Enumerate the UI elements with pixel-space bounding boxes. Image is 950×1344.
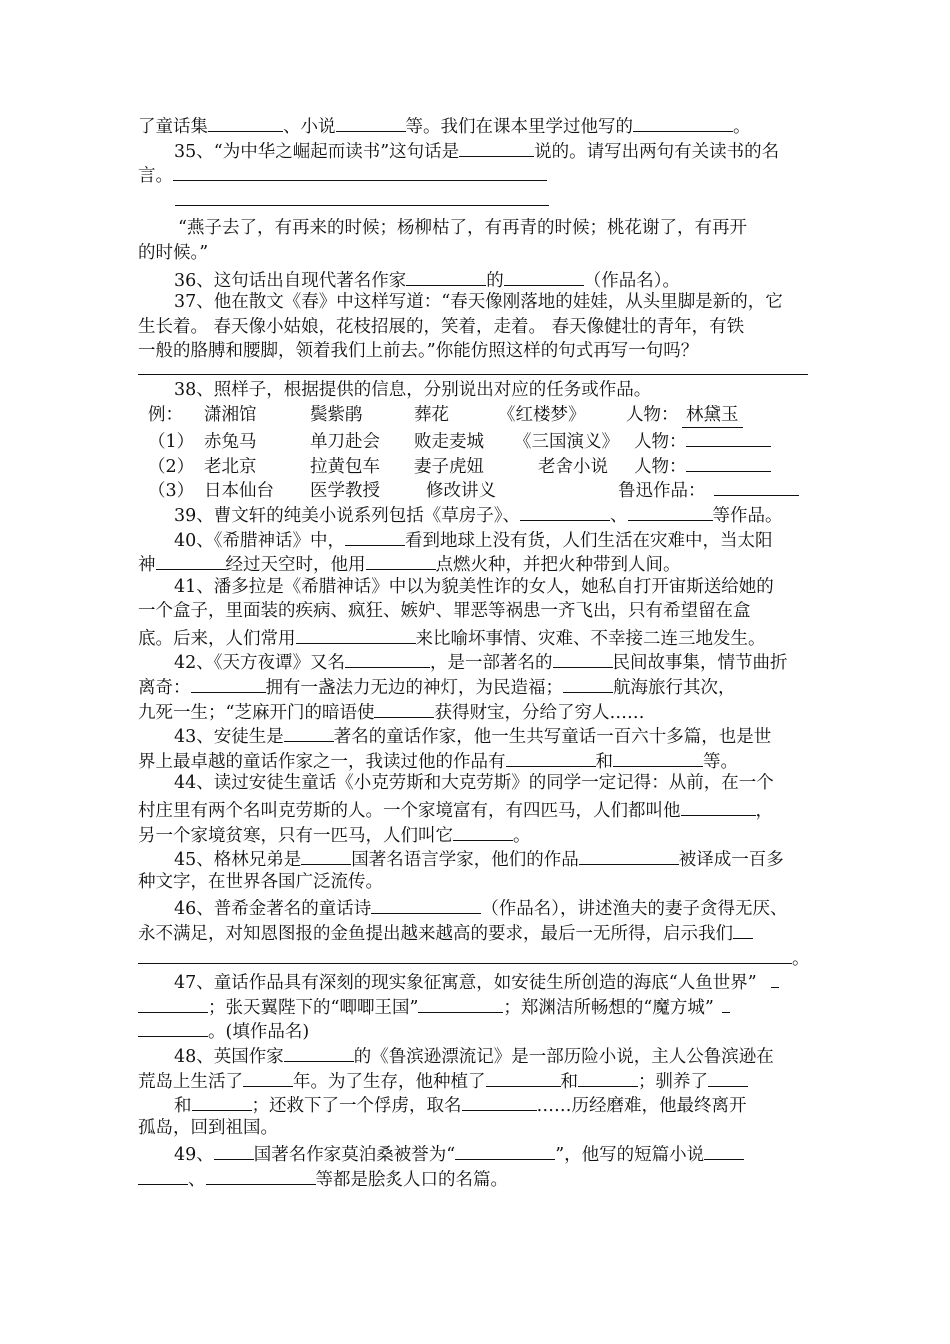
q37-line2 bbox=[138, 315, 820, 340]
question-text: 离奇： bbox=[138, 678, 191, 699]
question-text: ；张天翼陛下的“唧唧王国” bbox=[208, 997, 419, 1018]
field-label: 人物： bbox=[634, 456, 687, 477]
answer-blank[interactable] bbox=[345, 526, 405, 546]
q38-row-3 bbox=[138, 476, 820, 501]
q40-line1 bbox=[138, 526, 820, 551]
question-text: 35、“为中华之崛起而读书”这句话是 bbox=[174, 141, 460, 162]
answer-blank[interactable] bbox=[371, 894, 481, 914]
question-text: 、 bbox=[610, 505, 628, 526]
answer-blank[interactable] bbox=[613, 747, 703, 767]
question-text: 一般的胳膊和腰脚，领着我们上前去。”你能仿照这样的句式再写一句吗？ bbox=[138, 341, 699, 362]
answer-blank[interactable] bbox=[486, 1067, 561, 1087]
question-text: 。(填作品名) bbox=[208, 1022, 310, 1043]
row-label: （3） bbox=[148, 481, 195, 502]
question-text: 44、读过安徒生童话《小克劳斯和大克劳斯》的同学一定记得：从前，在一个 bbox=[174, 773, 774, 794]
answer-line[interactable] bbox=[138, 944, 792, 964]
question-text: 被译成一百多 bbox=[678, 850, 784, 871]
answer-blank[interactable] bbox=[708, 1067, 748, 1087]
q49-line1 bbox=[138, 1140, 820, 1165]
answer-blank[interactable] bbox=[686, 452, 771, 472]
answer-blank[interactable] bbox=[462, 1091, 537, 1111]
question-text: ， bbox=[755, 801, 773, 822]
question-text: 村庄里有两个名叫克劳斯的人。一个家境富有，有四匹马，人们都叫他 bbox=[138, 801, 681, 822]
answer-blank[interactable] bbox=[418, 993, 503, 1013]
answer-blank[interactable] bbox=[681, 796, 756, 816]
question-text: 看到地球上没有货，人们生活在灾难中，当太阳 bbox=[405, 530, 773, 551]
q44-line2 bbox=[138, 796, 820, 821]
worksheet-page bbox=[138, 112, 820, 1190]
question-text: 等都是脍炙人口的名篇。 bbox=[315, 1169, 508, 1190]
answer-blank[interactable] bbox=[284, 722, 334, 742]
field-label: 鲁迅作品： bbox=[618, 481, 706, 502]
answer-blank[interactable] bbox=[453, 821, 513, 841]
q49-line2 bbox=[138, 1165, 820, 1190]
question-text: ”，他写的短篇小说 bbox=[555, 1145, 705, 1166]
clue: 医学教授 bbox=[310, 481, 380, 502]
q35-line1 bbox=[138, 137, 820, 162]
answer-blank[interactable] bbox=[455, 1140, 555, 1160]
answer-blank[interactable] bbox=[156, 550, 226, 570]
question-text: 40、《希腊神话》中， bbox=[174, 530, 346, 551]
question-text: 的《鲁滨逊漂流记》是一部历险小说，主人公鲁滨逊在 bbox=[353, 1046, 774, 1067]
question-text: 国著名作家莫泊桑被誉为“ bbox=[253, 1145, 456, 1166]
clue: 《红楼梦》 bbox=[498, 404, 586, 425]
q38-row-example bbox=[138, 403, 820, 428]
question-text: 九死一生；“芝麻开门的暗语使 bbox=[138, 702, 375, 723]
q38-intro bbox=[138, 378, 820, 403]
question-text: 一个盒子，里面装的疾病、疯狂、嫉妒、罪恶等祸患一齐飞出，只有希望留在盒 bbox=[138, 601, 751, 622]
question-text: 生长着。 春天像小姑娘，花枝招展的，笑着，走着。 春天像健壮的青年，有铁 bbox=[138, 316, 745, 337]
question-text: 和 bbox=[595, 751, 613, 772]
question-text: （作品名）。 bbox=[583, 270, 681, 291]
question-text: ；驯养了 bbox=[638, 1071, 708, 1092]
answer-blank[interactable] bbox=[406, 266, 486, 286]
answer-line[interactable] bbox=[175, 186, 549, 206]
answer-blank[interactable] bbox=[553, 648, 613, 668]
clue: 《三国演义》 bbox=[514, 432, 619, 453]
question-text: 37、他在散文《春》中这样写道：“春天像刚落地的娃娃，从头里脚是新的，它 bbox=[174, 292, 783, 313]
example-answer: 林黛玉 bbox=[682, 403, 743, 429]
q34-tail-line bbox=[138, 112, 820, 137]
clue: 妻子虎妞 bbox=[414, 456, 484, 477]
question-text: ……历经磨难，他最终离开 bbox=[536, 1096, 747, 1117]
answer-blank[interactable] bbox=[192, 1091, 252, 1111]
q38-row-2 bbox=[138, 452, 820, 477]
text: 等。我们在课本里学过他写的 bbox=[405, 117, 633, 137]
answer-blank[interactable] bbox=[722, 993, 730, 1013]
clue: 潇湘馆 bbox=[204, 404, 257, 425]
question-text: 。 bbox=[792, 948, 810, 969]
q47-line3 bbox=[138, 1017, 820, 1042]
q45-line1 bbox=[138, 845, 820, 870]
q46-line1 bbox=[138, 894, 820, 919]
q45-line2 bbox=[138, 870, 820, 895]
q44-line3 bbox=[138, 821, 820, 846]
question-text: 言。 bbox=[138, 166, 173, 187]
question-text: 界上最卓越的童话作家之一，我读过他的作品有 bbox=[138, 751, 506, 772]
answer-blank[interactable] bbox=[563, 673, 613, 693]
question-text: 航海旅行其次， bbox=[613, 678, 736, 699]
answer-blank[interactable] bbox=[214, 1140, 254, 1160]
question-text: 42、《天方夜谭》又名 bbox=[174, 653, 346, 674]
question-text: ；郑渊洁所畅想的“魔方城” bbox=[503, 997, 714, 1018]
quote-line2 bbox=[138, 241, 820, 266]
q38-row-1 bbox=[138, 427, 820, 452]
answer-blank[interactable] bbox=[284, 1042, 354, 1062]
clue: 修改讲义 bbox=[426, 481, 496, 502]
question-text: 拥有一盏法力无边的神灯，为民造福； bbox=[265, 678, 563, 699]
answer-line[interactable] bbox=[173, 161, 547, 181]
answer-blank[interactable] bbox=[704, 1140, 744, 1160]
answer-blank[interactable] bbox=[366, 550, 436, 570]
question-text: 。 bbox=[513, 825, 531, 846]
answer-blank[interactable] bbox=[138, 993, 208, 1013]
question-text: 和 bbox=[560, 1071, 578, 1092]
question-text: 种文字，在世界各国广泛流传。 bbox=[138, 871, 383, 892]
q48-line3 bbox=[138, 1091, 820, 1116]
question-text: 获得财宝，分给了穷人…… bbox=[434, 702, 645, 723]
row-label: （2） bbox=[148, 456, 195, 477]
question-text: 38、照样子，根据提供的信息，分别说出对应的任务或作品。 bbox=[174, 379, 652, 400]
answer-line[interactable] bbox=[138, 364, 808, 375]
clue: 单刀赴会 bbox=[310, 432, 380, 453]
row-label: 例： bbox=[148, 404, 183, 425]
q46-line2 bbox=[138, 919, 820, 944]
question-text: 47、童话作品具有深刻的现实象征寓意，如安徒生所创造的海底“人鱼世界” bbox=[174, 973, 757, 994]
question-text: 46、普希金著名的童话诗 bbox=[174, 899, 372, 920]
q40-line2 bbox=[138, 550, 820, 575]
answer-blank[interactable] bbox=[243, 1067, 293, 1087]
q41-line3 bbox=[138, 624, 820, 649]
question-text: 神 bbox=[138, 555, 156, 576]
answer-blank[interactable] bbox=[579, 845, 679, 865]
question-text: 39、曹文轩的纯美小说系列包括《草房子》、 bbox=[174, 505, 521, 526]
q41-line2 bbox=[138, 599, 820, 624]
text: 、小说 bbox=[283, 117, 336, 137]
q42-line2 bbox=[138, 673, 820, 698]
question-text: 来比喻坏事情、灾难、不幸接二连三地发生。 bbox=[415, 628, 766, 649]
question-text: 另一个家境贫寒，只有一匹马，人们叫它 bbox=[138, 825, 453, 846]
question-text: （作品名），讲述渔夫的妻子贪得无厌、 bbox=[481, 899, 788, 920]
clue: 败走麦城 bbox=[414, 432, 484, 453]
question-text: 荒岛上生活了 bbox=[138, 1071, 243, 1092]
question-text: 的 bbox=[486, 270, 504, 291]
question-text: 底。后来，人们常用 bbox=[138, 628, 296, 649]
clue: 拉黄包车 bbox=[310, 456, 380, 477]
question-text: 年。为了生存，他种植了 bbox=[293, 1071, 486, 1092]
question-text: 经过天空时，他用 bbox=[225, 555, 366, 576]
question-text: 43、安徒生是 bbox=[174, 727, 284, 748]
question-text: 国著名语言学家，他们的作品 bbox=[351, 850, 579, 871]
answer-blank[interactable] bbox=[506, 747, 596, 767]
question-text: 等。 bbox=[703, 751, 738, 772]
answer-blank[interactable] bbox=[296, 624, 416, 644]
q43-line2 bbox=[138, 747, 820, 772]
clue: 赤兔马 bbox=[204, 432, 257, 453]
answer-blank[interactable] bbox=[633, 112, 733, 132]
q42-line3 bbox=[138, 698, 820, 723]
q42-line1 bbox=[138, 648, 820, 673]
quote-line1 bbox=[138, 216, 820, 241]
q41-line1 bbox=[138, 575, 820, 600]
answer-blank[interactable] bbox=[345, 648, 430, 668]
answer-blank[interactable] bbox=[520, 501, 610, 521]
q48-line2 bbox=[138, 1067, 820, 1092]
row-label: （1） bbox=[148, 432, 195, 453]
clue: 葬花 bbox=[414, 404, 449, 425]
text: 。 bbox=[733, 117, 751, 137]
q47-line2 bbox=[138, 993, 820, 1018]
question-text: 48、英国作家 bbox=[174, 1046, 284, 1067]
question-text: 49、 bbox=[174, 1145, 214, 1166]
clue: 日本仙台 bbox=[204, 481, 274, 502]
question-text: ，是一部著名的 bbox=[430, 653, 553, 674]
q39-line bbox=[138, 501, 820, 526]
question-text: 说的。请写出两句有关读书的名 bbox=[534, 141, 780, 162]
answer-blank[interactable] bbox=[301, 845, 351, 865]
q46-line3 bbox=[138, 944, 820, 969]
answer-blank[interactable] bbox=[374, 698, 434, 718]
clue: 老舍小说 bbox=[538, 456, 608, 477]
q48-line1 bbox=[138, 1042, 820, 1067]
q36-line bbox=[138, 266, 820, 291]
q35-line2 bbox=[138, 161, 820, 186]
q43-line1 bbox=[138, 722, 820, 747]
answer-blank[interactable] bbox=[504, 266, 584, 286]
question-text: 和 bbox=[174, 1096, 192, 1117]
answer-blank[interactable] bbox=[459, 137, 534, 157]
question-text: 36、这句话出自现代著名作家 bbox=[174, 270, 407, 291]
answer-blank[interactable] bbox=[578, 1067, 638, 1087]
question-text: 点燃火种，并把火种带到人间。 bbox=[435, 555, 681, 576]
answer-blank[interactable] bbox=[336, 112, 406, 132]
answer-blank[interactable] bbox=[191, 673, 266, 693]
question-text: ；还救下了一个俘虏，取名 bbox=[251, 1096, 462, 1117]
q37-line1 bbox=[138, 290, 820, 315]
question-text: 、 bbox=[188, 1169, 206, 1190]
answer-blank[interactable] bbox=[628, 501, 713, 521]
question-text: 著名的童话作家，他一生共写童话一百六十多篇，也是世 bbox=[333, 727, 772, 748]
question-text: 45、格林兄弟是 bbox=[174, 850, 302, 871]
quote-text: 的时候。” bbox=[138, 242, 209, 263]
quote-text: “燕子去了，有再来的时候；杨柳枯了，有再青的时候；桃花谢了，有再开 bbox=[178, 218, 747, 239]
question-text: 41、潘多拉是《希腊神话》中以为貌美性诈的女人，她私自打开宙斯送给她的 bbox=[174, 576, 774, 597]
field-label: 人物： bbox=[626, 404, 679, 425]
answer-blank[interactable] bbox=[733, 919, 753, 939]
question-text: 永不满足，对知恩图报的金鱼提出越来越高的要求，最后一无所得，启示我们 bbox=[138, 924, 733, 944]
clue: 鬓紫鹃 bbox=[310, 404, 363, 425]
q35-line3 bbox=[138, 186, 820, 211]
q37-answer-line[interactable] bbox=[138, 364, 820, 378]
answer-blank[interactable] bbox=[714, 476, 799, 496]
q47-line1 bbox=[138, 968, 820, 993]
q48-line4 bbox=[138, 1116, 820, 1141]
answer-blank[interactable] bbox=[771, 968, 779, 988]
answer-blank[interactable] bbox=[208, 112, 283, 132]
q37-line3 bbox=[138, 339, 820, 364]
question-text: 孤岛，回到祖国。 bbox=[138, 1117, 278, 1138]
text: 了童话集 bbox=[138, 117, 208, 137]
field-label: 人物： bbox=[634, 432, 687, 453]
answer-blank[interactable] bbox=[138, 1017, 208, 1037]
question-text: 等作品。 bbox=[712, 505, 783, 526]
answer-blank[interactable] bbox=[138, 1165, 188, 1185]
clue: 老北京 bbox=[204, 456, 257, 477]
q44-line1 bbox=[138, 771, 820, 796]
answer-blank[interactable] bbox=[206, 1165, 316, 1185]
question-text: 民间故事集，情节曲折 bbox=[612, 653, 788, 674]
answer-blank[interactable] bbox=[686, 427, 771, 447]
